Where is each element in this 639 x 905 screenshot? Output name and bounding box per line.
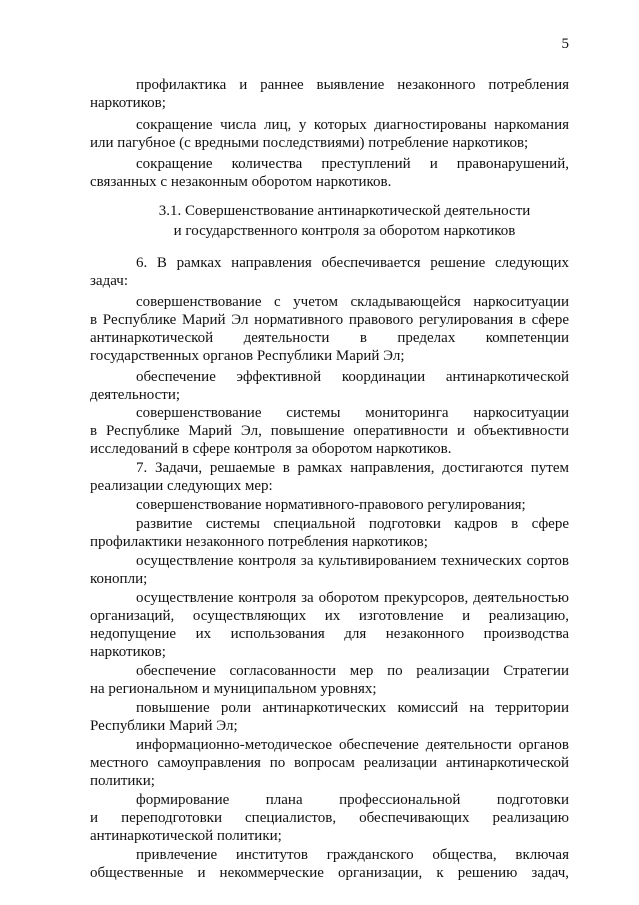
text-line: организаций, осуществляющих их изготовление и реализацию,: [90, 608, 569, 624]
text-line: совершенствование нормативного-правового регулирования;: [136, 497, 526, 513]
text-line: сокращение числа лиц, у которых диагностированы наркомания: [136, 117, 569, 133]
text-line: профилактики незаконного потребления наркотиков;: [90, 534, 428, 550]
text-line: связанных с незаконным оборотом наркотиков.: [90, 174, 392, 190]
text-line: или пагубное (с вредными последствиями) потребление наркотиков;: [90, 135, 529, 151]
text-line: и переподготовки специалистов, обеспечивающих реализацию: [90, 810, 569, 826]
text-line: привлечение институтов гражданского общества, включая: [136, 847, 569, 863]
text-line: задач:: [90, 273, 128, 289]
text-line: антинаркотической деятельности в пределах компетенции: [90, 330, 569, 346]
text-line: в Республике Марий Эл, повышение оперативности и объективности: [90, 423, 569, 439]
text-line: осуществление контроля за оборотом прекурсоров, деятельностью: [136, 590, 569, 606]
text-line: обеспечение эффективной координации антинаркотической: [136, 369, 569, 385]
text-line: наркотиков;: [90, 95, 166, 111]
text-line: деятельности;: [90, 387, 181, 403]
text-line: на региональном и муниципальном уровнях;: [90, 681, 377, 697]
text-line: недопущение их использования для незаконного производства: [90, 626, 569, 642]
text-line: профилактика и раннее выявление незаконного потребления: [136, 77, 569, 93]
text-line: антинаркотической политики;: [90, 828, 282, 844]
text-line: государственных органов Республики Марий Эл;: [90, 348, 405, 364]
section-heading-line: 3.1. Совершенствование антинаркотической деятельности: [158, 203, 531, 219]
text-line: 7. Задачи, решаемые в рамках направления, достигаются путем: [136, 460, 569, 476]
text-line: осуществление контроля за культивированием технических сортов: [136, 553, 569, 569]
text-line: 6. В рамках направления обеспечивается решение следующих: [136, 255, 569, 271]
text-line: общественные и некоммерческие организации, к решению задач,: [90, 865, 569, 881]
text-line: наркотиков;: [90, 644, 166, 660]
text-line: обеспечение согласованности мер по реализации Стратегии: [136, 663, 569, 679]
text-line: формирование плана профессиональной подготовки: [136, 792, 569, 808]
text-line: информационно-методическое обеспечение деятельности органов: [136, 737, 569, 753]
section-heading-line: и государственного контроля за оборотом наркотиков: [173, 223, 516, 239]
text-line: политики;: [90, 773, 155, 789]
text-line: местного самоуправления по вопросам реализации антинаркотической: [90, 755, 569, 771]
text-line: конопли;: [90, 571, 148, 587]
text-line: развитие системы специальной подготовки кадров в сфере: [136, 516, 569, 532]
text-line: сокращение количества преступлений и правонарушений,: [136, 156, 569, 172]
text-line: в Республике Марий Эл нормативного правового регулирования в сфере: [90, 312, 569, 328]
text-line: совершенствование системы мониторинга наркоситуации: [136, 405, 569, 421]
text-line: реализации следующих мер:: [90, 478, 273, 494]
text-line: совершенствование с учетом складывающейся наркоситуации: [136, 294, 569, 310]
text-line: повышение роли антинаркотических комиссий на территории: [136, 700, 569, 716]
page-number: 5: [561, 36, 569, 52]
text-line: исследований в сфере контроля за оборотом наркотиков.: [90, 441, 452, 457]
text-line: Республики Марий Эл;: [90, 718, 238, 734]
